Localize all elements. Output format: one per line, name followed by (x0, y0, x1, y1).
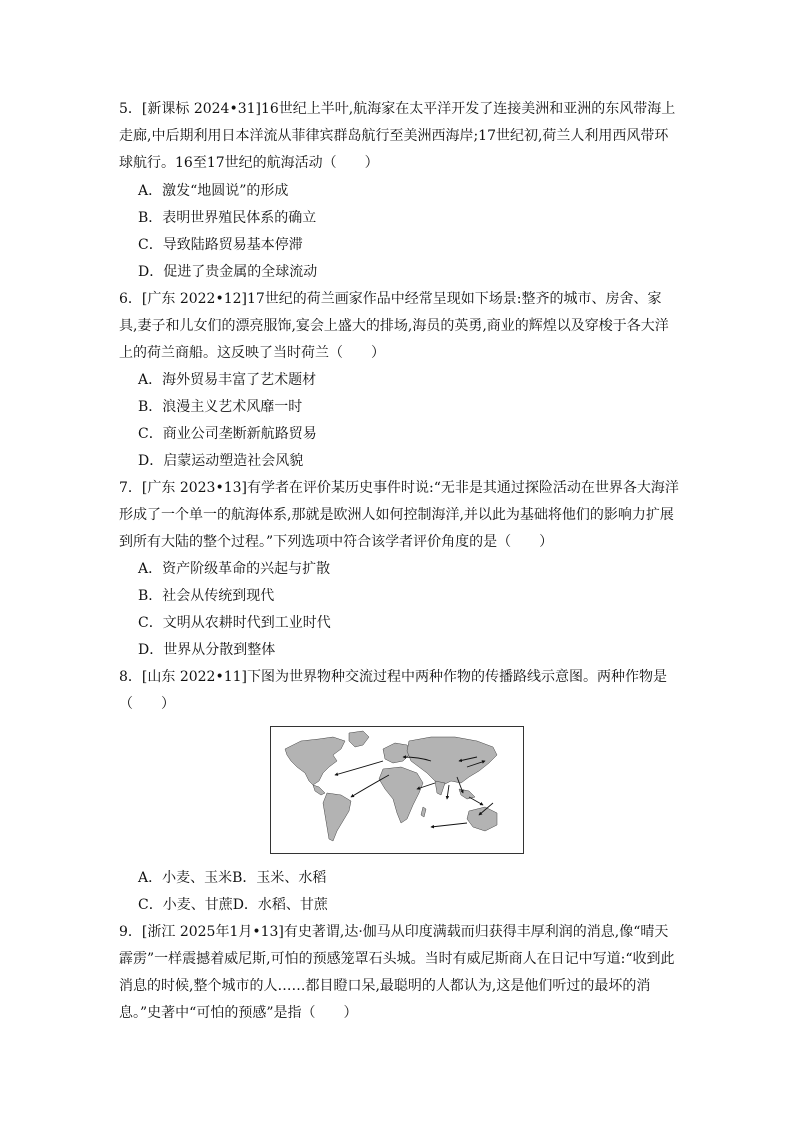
question-6-option-d: D．启蒙运动塑造社会风貌 (138, 453, 304, 469)
question-5-option-b: B．表明世界殖民体系的确立 (138, 210, 317, 226)
question-7-option-c: C．文明从农耕时代到工业时代 (138, 615, 331, 631)
world-map (271, 727, 523, 853)
question-6-option-a: A．海外贸易丰富了艺术题材 (138, 372, 317, 388)
question-6-stem: 6．[广东 2022•12]17世纪的荷兰画家作品中经常呈现如下场景:整齐的城市、房舍、家具,妻子和儿女们的漂亮服饰,宴会上盛大的排场,海员的英勇,商业的辉煌以及穿梭于各大洋上的荷兰商船。这反映了当时荷兰（ ） (119, 291, 669, 361)
question-5-stem: 5．[新课标 2024•31]16世纪上半叶,航海家在太平洋开发了连接美洲和亚洲的东风带海上走廊,中后期利用日本洋流从菲律宾群岛航行至美洲西海岸;17世纪初,荷兰人利用西风带环球航行。16至17世纪的航海活动（ ） (119, 101, 676, 171)
question-5-option-c: C．导致陆路贸易基本停滞 (138, 237, 303, 253)
question-7 (119, 475, 679, 556)
question-5-option-a: A．激发“地圆说”的形成 (138, 183, 289, 199)
question-7-option-d: D．世界从分散到整体 (138, 642, 276, 658)
question-8-stem: 8．[山东 2022•11]下图为世界物种交流过程中两种作物的传播路线示意图。两种作物是（ ） (119, 669, 667, 712)
question-6-option-b: B．浪漫主义艺术风靡一时 (138, 399, 303, 415)
question-7-stem: 7．[广东 2023•13]有学者在评价某历史事件时说:“无非是其通过探险活动在世界各大海洋形成了一个单一的航海体系,那就是欧洲人如何控制海洋,并以此为基础将他们的影响力扩展到所有大陆的整个过程。”下列选项中符合该学者评价角度的是（ ） (119, 480, 679, 550)
question-9-stem: 9．[浙江 2025年1月•13]有史著谓,达·伽马从印度满载而归获得丰厚利润的消息,像“晴天霹雳”一样震撼着威尼斯,可怕的预感笼罩石头城。当时有威尼斯商人在日记中写道:“收到此消息的时候,整个城市的人……都目瞪口呆,最聪明的人都认为,这是他们听过的最坏的消息。”史著中“可怕的预感”是指（ ） (119, 924, 675, 1021)
question-6-option-c: C．商业公司垄断新航路贸易 (138, 426, 317, 442)
question-9 (119, 919, 679, 1027)
question-6 (119, 286, 679, 367)
question-8 (119, 664, 679, 718)
question-7-option-a: A．资产阶级革命的兴起与扩散 (138, 561, 331, 577)
question-8-option-ab: A．小麦、玉米B．玉米、水稻 (138, 870, 327, 886)
question-5-option-d: D．促进了贵金属的全球流动 (138, 264, 318, 280)
question-8-option-cd: C．小麦、甘蔗D．水稻、甘蔗 (138, 897, 328, 913)
question-7-option-b: B．社会从传统到现代 (138, 588, 275, 604)
question-5 (119, 96, 679, 177)
world-map-figure (270, 726, 524, 854)
